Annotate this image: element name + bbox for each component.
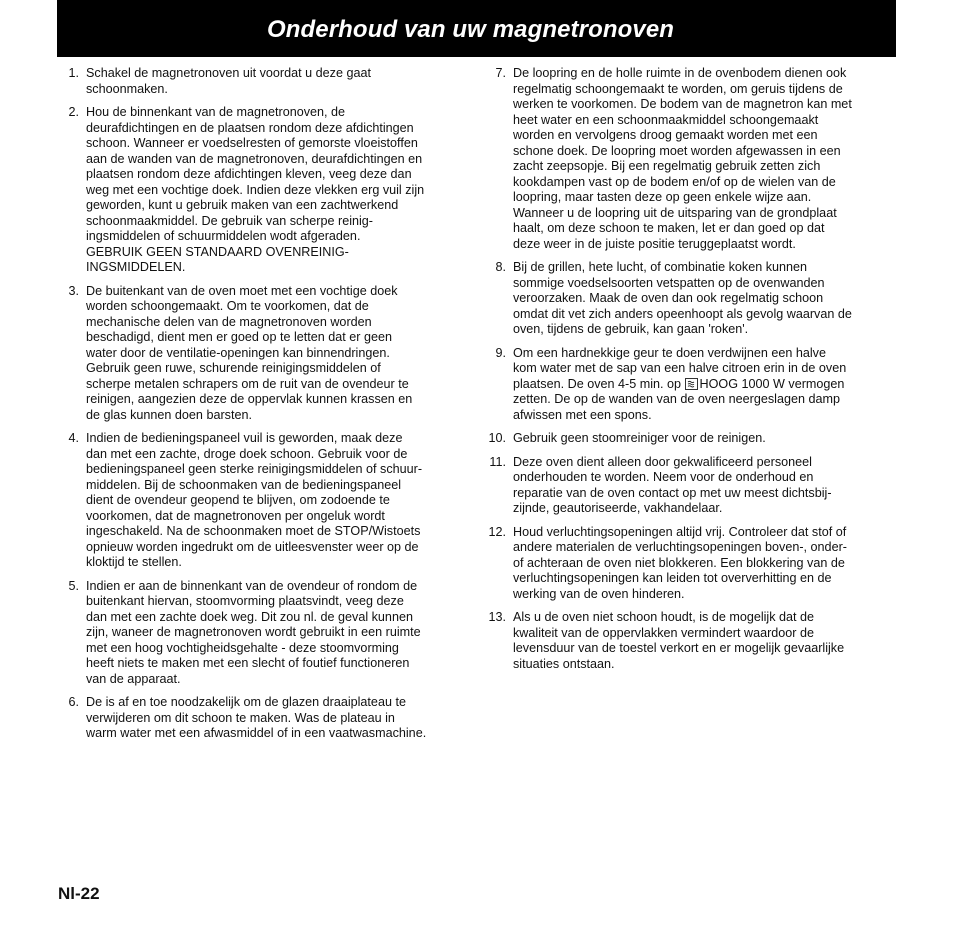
list-item	[62, 66, 472, 97]
item-number: 12.	[488, 524, 506, 539]
page-title: Onderhoud van uw magnetronoven	[267, 16, 675, 43]
microwave-power-icon	[685, 378, 698, 390]
list-item	[486, 431, 898, 447]
title-bar	[57, 0, 896, 57]
item-number: 3.	[68, 283, 79, 298]
item-text: Als u de oven niet schoon houdt, is de mogelijk dat de kwaliteit van de oppervlakken vermindert waardoor de levensduur van de toestel verkort en er mogelijk gevaarlijke situaties ontstaan.	[513, 610, 845, 671]
page-number: Nl-22	[58, 884, 100, 903]
item-text-before: Om een hardnekkige geur te doen verdwijnen een halve kom water met de sap van een halve citroen erin in de oven plaatsen. De oven 4-5 min. op	[513, 345, 847, 391]
item-text: Gebruik geen stoomreiniger voor de reinigen.	[513, 431, 766, 445]
item-number: 8.	[495, 260, 506, 274]
item-text: De is af en toe noodzakelijk om de glazen draaiplateau te verwijderen om dit schoon te maken. Was de plateau in warm water met een afwasmiddel of in een vaatwasmachine.	[86, 695, 427, 740]
item-text: De loopring en de holle ruimte in de ovenbodem dienen ook regelmatig schoongemaakt te worden, om geruis tijdens de werken te voorkomen. De bodem van de magnetron kan met heet water en een schoonmaakmiddel schoongemaakt worden en vervolgens droog gemaakt worden met een schone doek. De loopring moet worden afgewassen in een zacht zeepsopje. Bij een regelmatig gebruik zetten zich kookdampen vast op de bodem en/of op de wielen van de loopring, maar tasten deze op geen enkele wijze aan. Wanneer u de loopring uit de uitsparing van de grondplaat haalt, om deze schoon te maken, let er dan goed op dat deze weer in de juiste positie teruggeplaatst wordt.	[513, 66, 852, 251]
list-item	[62, 695, 472, 742]
item-number: 5.	[68, 578, 79, 593]
item-text: Indien de bedieningspaneel vuil is geworden, maak deze dan met een zachte, droge doek schoon. Gebruik voor de bedieningspaneel geen sterke reinigingsmiddelen of schuur- middelen. Bij de schoonmaken van de bedieningspaneel dient de ovendeur geopend te blijven, om zodoende te voorkomen, dat de magnetronoven per ongeluk wordt ingeschakeld. Na de schoonmaken moet de STOP/Wistoets opnieuw worden ingedrukt om de uitleesvenster weer op de kloktijd te stellen.	[86, 431, 423, 569]
list-item	[486, 66, 898, 252]
item-number: 4.	[68, 431, 79, 445]
list-item	[62, 579, 472, 688]
item-text-after: HOOG 1000 W vermogen zetten. De op de wanden van de oven neergeslagen damp afwissen met een spons.	[513, 376, 845, 422]
item-text: Bij de grillen, hete lucht, of combinatie koken kunnen sommige voedselsoorten vetspatten op de ovenwanden veroorzaken. Maak de oven dan ook regelmatig schoon omdat dit vet zich anders opeenhoopt als gevolg waarvan de oven, tijdens de gebruik, kan gaan 'roken'.	[513, 260, 852, 336]
item-number: 2.	[68, 105, 79, 119]
item-text: Houd verluchtingsopeningen altijd vrij. Controleer dat stof of andere materialen de verluchtingsopeningen boven-, onder- of achteraan de oven niet blokkeren. Een blokkering van de verluchtingsopeningen kan leiden tot oververhitting en de werking van de oven hinderen.	[513, 524, 847, 601]
item-number: 6.	[68, 695, 79, 709]
list-item	[62, 284, 472, 424]
item-text: Hou de binnenkant van de magnetronoven, de deurafdichtingen en de plaatsen rondom deze afdichtingen schoon. Wanneer er voedselresten of gemorste vloeistoffen aan de wanden van de magnetronoven, deurafdichtingen en plaatsen rondom deze afdichtingen kleven, veeg deze dan weg met een vochtige doek. Indien deze vlekken erg vuil zijn geworden, kunt u gebruik maken van een zachtwerkend schoonmaakmiddel. De gebruik van scherpe reinig- ingsmiddelen of schuurmiddelen wodt afgeraden. GEBRUIK GEEN STANDAARD OVENREINIG- INGSMIDDELEN.	[86, 105, 425, 274]
item-number: 7.	[495, 66, 506, 80]
item-text: Deze oven dient alleen door gekwalificeerd personeel onderhouden te worden. Neem voor de onderhoud en reparatie van de oven contact op met uw meest dichtsbij- zijnde, geautoriseerde, vakhandelaar.	[513, 454, 832, 515]
instruction-list-right	[486, 66, 898, 672]
item-number: 9.	[495, 345, 506, 360]
item-text: Indien er aan de binnenkant van de ovendeur of rondom de buitenkant hiervan, stoomvorming plaatsvindt, veeg deze dan met een zachte doek weg. Dit zou nl. de geval kunnen zijn, waneer de magnetronoven wordt gebruikt in een ruimte met een hoog vochtigheidsgehalte - deze stoomvorming heeft niets te maken met een slecht of foutief functioneren van de apparaat.	[86, 578, 421, 686]
item-number: 13.	[488, 610, 506, 624]
list-item	[62, 105, 472, 276]
item-text: De buitenkant van de oven moet met een vochtige doek worden schoongemaakt. Om te voorkomen, dat de mechanische delen van de magnetronoven worden beschadigd, dient men er goed op te letten dat er geen water door de ventilatie-openingen kan binnendringen. Gebruik geen ruwe, schurende reinigingsmiddelen of scherpe metalen schrapers om de ruit van de ovendeur te reinigen, aangezien deze de oppervlak kunnen krassen en de glas kunnen doen barsten.	[86, 283, 413, 422]
list-item	[486, 455, 898, 517]
item-number: 11.	[489, 454, 506, 469]
list-item	[486, 610, 898, 672]
right-column	[486, 66, 898, 680]
list-item	[486, 525, 898, 603]
list-item	[486, 260, 898, 338]
list-item	[62, 431, 472, 571]
instruction-list-left	[62, 66, 472, 742]
item-text	[513, 346, 898, 424]
item-number: 10.	[488, 431, 506, 445]
item-text: Schakel de magnetronoven uit voordat u deze gaat schoonmaken.	[86, 66, 371, 96]
list-item	[486, 346, 898, 424]
item-number: 1.	[68, 66, 79, 80]
left-column	[62, 66, 472, 750]
